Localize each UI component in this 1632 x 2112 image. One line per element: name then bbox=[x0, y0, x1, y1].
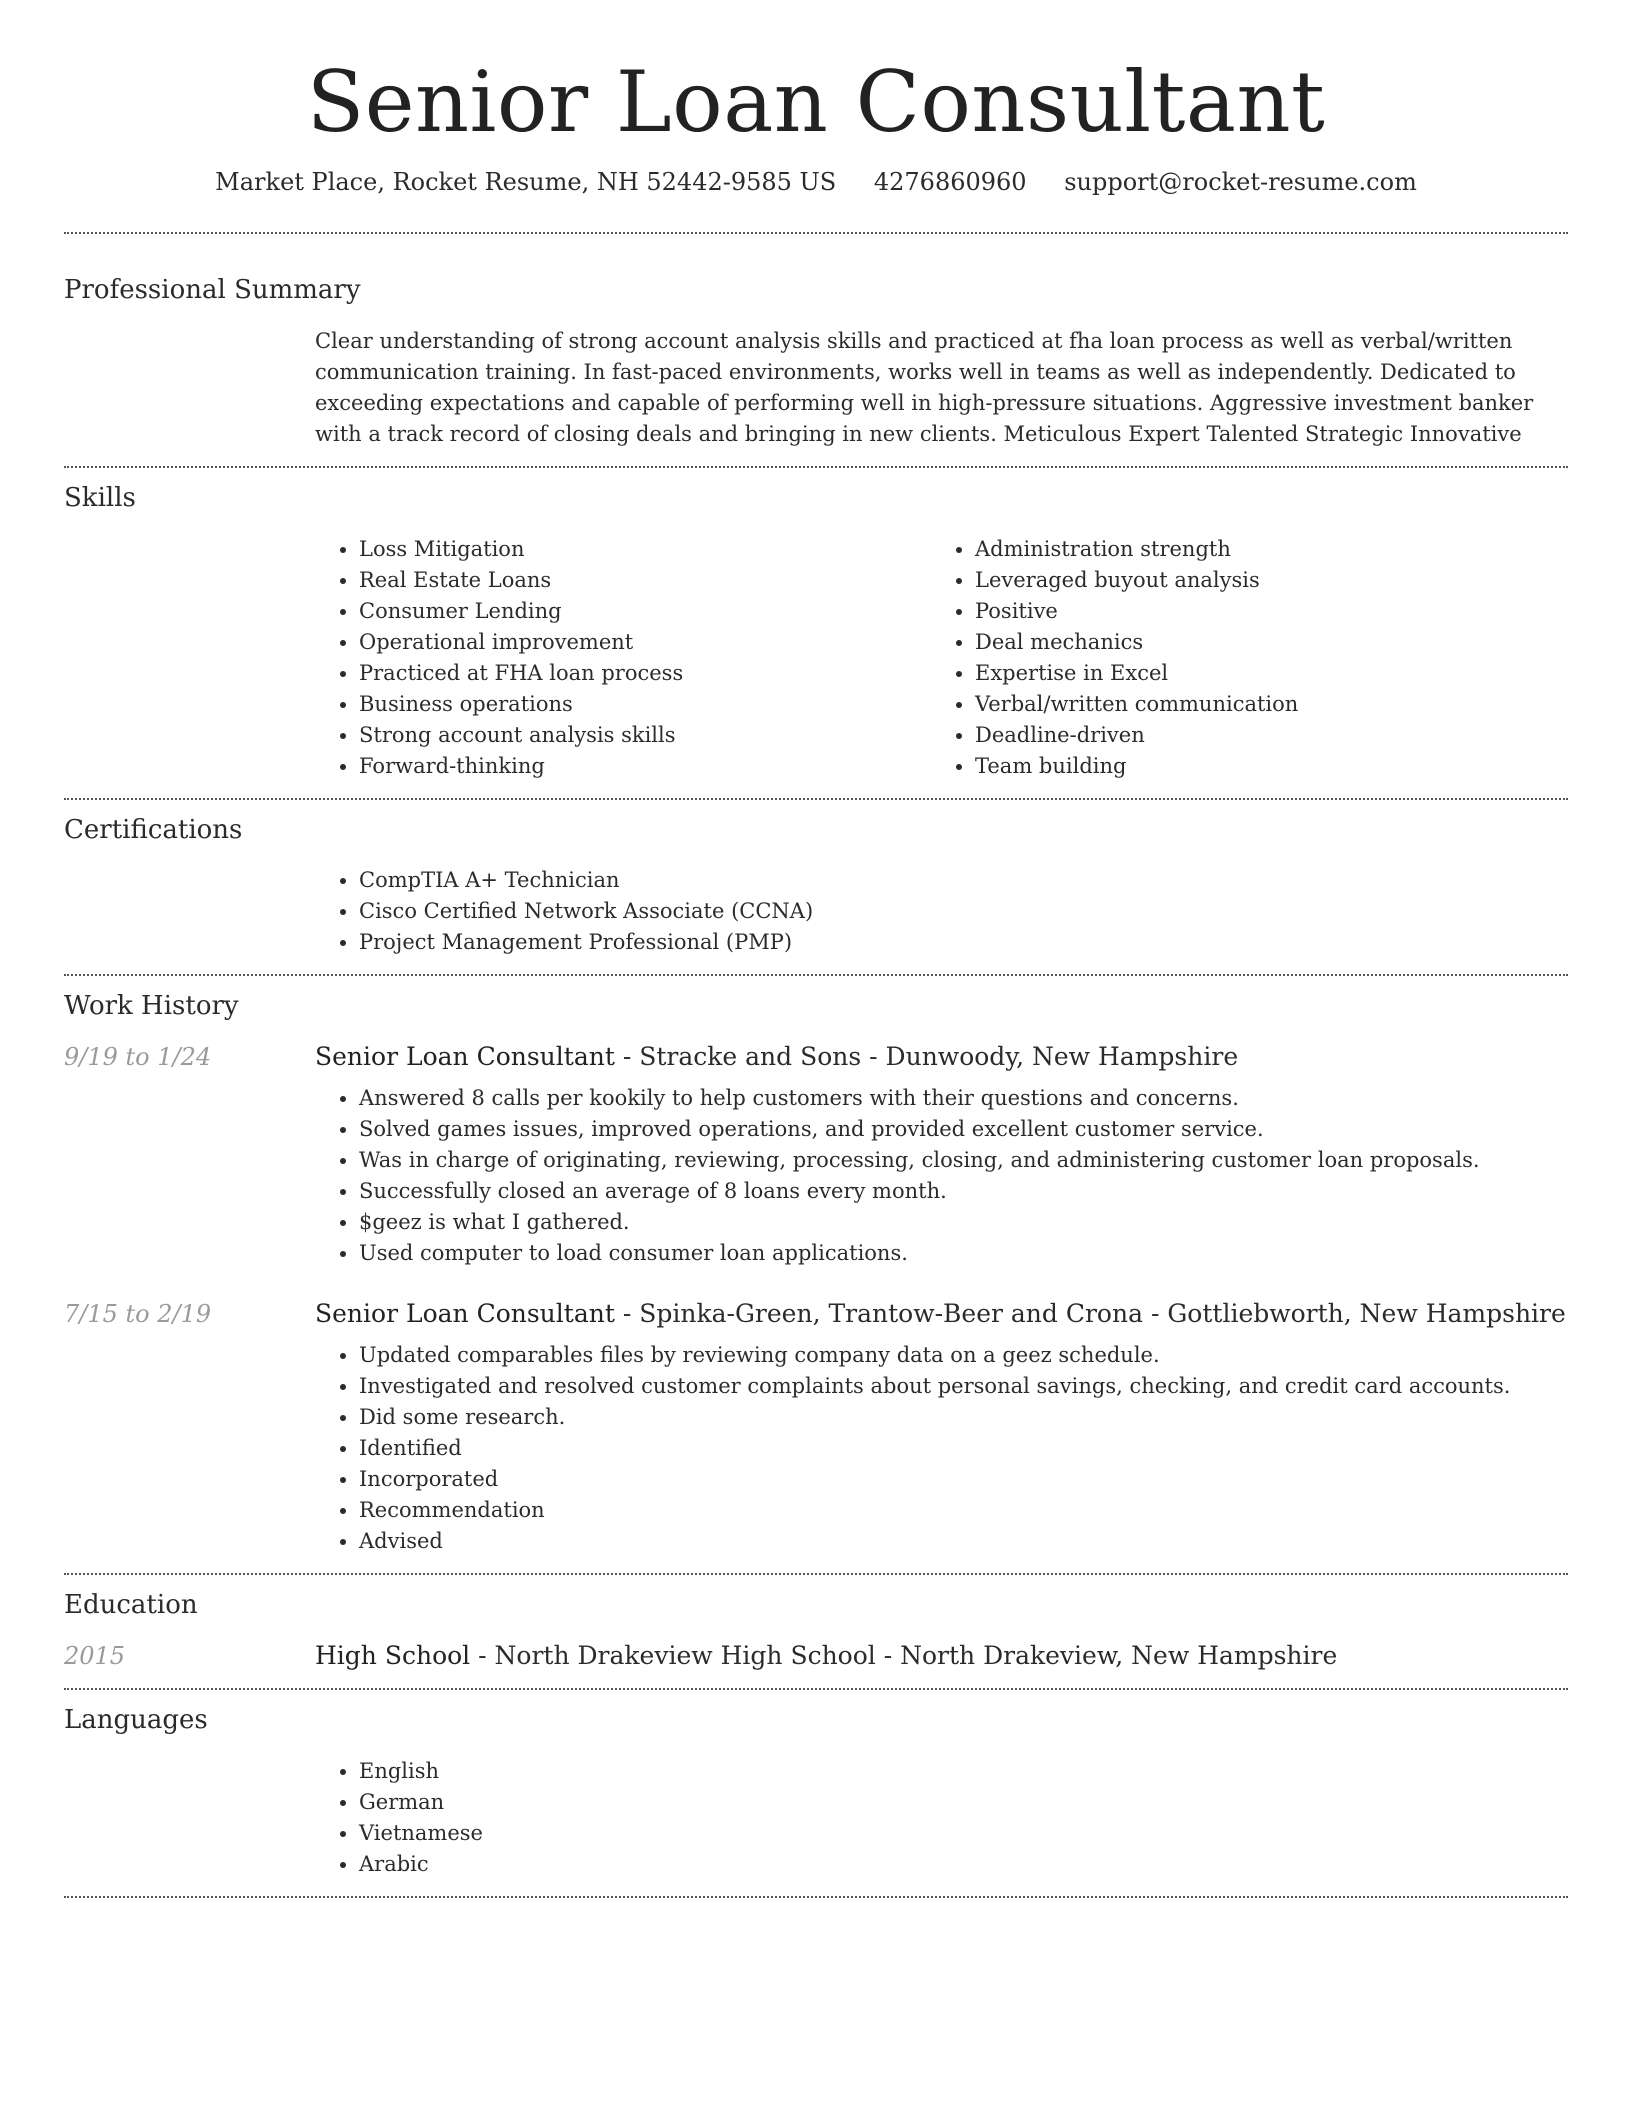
skill-item: • Team building bbox=[975, 751, 1568, 782]
skill-item: • Business operations bbox=[359, 689, 931, 720]
job-bullet: • Solved games issues, improved operations, and provided excellent customer service. bbox=[359, 1114, 1568, 1145]
skill-item: • Real Estate Loans bbox=[359, 565, 931, 596]
contact-phone: 4276860960 bbox=[873, 167, 1027, 196]
certifications-list bbox=[315, 865, 1568, 958]
job-bullets bbox=[315, 1083, 1568, 1269]
job-bullet: • $geez is what I gathered. bbox=[359, 1207, 1568, 1238]
section-title-work-history: Work History bbox=[64, 991, 239, 1022]
certification-item: • Cisco Certified Network Associate (CCNA) bbox=[359, 896, 1568, 927]
work-history-section bbox=[64, 976, 1568, 1573]
job-title-line bbox=[315, 1299, 1566, 1328]
job-bullet: • Recommendation bbox=[359, 1495, 1568, 1526]
skills-list-left bbox=[315, 534, 931, 782]
job-bullet: • Incorporated bbox=[359, 1464, 1568, 1495]
section-title-skills: Skills bbox=[64, 482, 136, 513]
job-dates: 9/19 to 1/24 bbox=[64, 1043, 212, 1072]
skill-item: • Consumer Lending bbox=[359, 596, 931, 627]
job-bullet: • Successfully closed an average of 8 loans every month. bbox=[359, 1176, 1568, 1207]
job-bullet: • Used computer to load consumer loan applications. bbox=[359, 1238, 1568, 1269]
language-item: • Vietnamese bbox=[359, 1818, 1568, 1849]
job-details: - Spinka-Green, Trantow-Beer and Crona - Gottliebworth, New Hampshire bbox=[614, 1299, 1566, 1329]
job-bullet: • Investigated and resolved customer complaints about personal savings, checking, and credit card accounts. bbox=[359, 1371, 1568, 1402]
job-role: Senior Loan Consultant bbox=[315, 1299, 615, 1329]
skill-item: • Operational improvement bbox=[359, 627, 931, 658]
skill-item: • Practiced at FHA loan process bbox=[359, 658, 931, 689]
education-details: - North Drakeview High School - North Drakeview, New Hampshire bbox=[470, 1640, 1338, 1670]
certifications-section bbox=[64, 800, 1568, 975]
summary-section bbox=[64, 234, 1568, 466]
job-bullet: • Did some research. bbox=[359, 1402, 1568, 1433]
skill-item: • Administration strength bbox=[975, 534, 1568, 565]
section-title-languages: Languages bbox=[64, 1704, 208, 1735]
skill-item: • Positive bbox=[975, 596, 1568, 627]
skill-item: • Deadline-driven bbox=[975, 720, 1568, 751]
job-bullet: • Answered 8 calls per kookily to help customers with their questions and concerns. bbox=[359, 1083, 1568, 1114]
contact-address: Market Place, Rocket Resume, NH 52442-9585 US bbox=[215, 167, 837, 196]
summary-text: Clear understanding of strong account analysis skills and practiced at fha loan process as well as verbal/written communication training. In fast-paced environments, works well in teams as well as independently. Dedicated to exceeding expectations and capable of performing well in high-pressure situations. Aggressive investment banker with a track record of closing deals and bringing in new clients. Meticulous Expert Talented Strategic Innovative bbox=[315, 328, 1534, 446]
job-title-line bbox=[315, 1042, 1238, 1071]
education-entry bbox=[64, 1641, 1568, 1670]
job-bullet: • Updated comparables files by reviewing company data on a geez schedule. bbox=[359, 1340, 1568, 1371]
languages-section bbox=[64, 1690, 1568, 1896]
skill-item: • Loss Mitigation bbox=[359, 534, 931, 565]
education-title-line bbox=[315, 1641, 1337, 1670]
language-item: • English bbox=[359, 1756, 1568, 1787]
resume-name: Senior Loan Consultant bbox=[306, 53, 1326, 151]
certification-item: • Project Management Professional (PMP) bbox=[359, 927, 1568, 958]
skill-item: • Forward-thinking bbox=[359, 751, 931, 782]
section-title-education: Education bbox=[64, 1590, 198, 1621]
job-bullet: • Was in charge of originating, reviewing, processing, closing, and administering customer loan proposals. bbox=[359, 1145, 1568, 1176]
job-role: Senior Loan Consultant bbox=[315, 1042, 615, 1072]
section-divider bbox=[64, 1896, 1568, 1898]
language-item: • Arabic bbox=[359, 1849, 1568, 1880]
skill-item: • Strong account analysis skills bbox=[359, 720, 931, 751]
education-degree: High School bbox=[315, 1640, 471, 1670]
job-details: - Stracke and Sons - Dunwoody, New Hampshire bbox=[614, 1042, 1239, 1072]
job-bullets bbox=[315, 1340, 1568, 1557]
job-dates: 7/15 to 2/19 bbox=[64, 1300, 212, 1329]
skill-item: • Deal mechanics bbox=[975, 627, 1568, 658]
job-entry-header bbox=[64, 1042, 1568, 1071]
job-bullet: • Advised bbox=[359, 1526, 1568, 1557]
section-title-summary: Professional Summary bbox=[64, 274, 361, 305]
skills-list-right bbox=[931, 534, 1568, 782]
education-section bbox=[64, 1575, 1568, 1688]
education-year: 2015 bbox=[64, 1641, 126, 1670]
certification-item: • CompTIA A+ Technician bbox=[359, 865, 1568, 896]
skill-item: • Verbal/written communication bbox=[975, 689, 1568, 720]
skills-section bbox=[64, 468, 1568, 798]
section-title-certifications: Certifications bbox=[64, 814, 243, 845]
contact-email: support@rocket-resume.com bbox=[1064, 167, 1417, 196]
job-bullet: • Identified bbox=[359, 1433, 1568, 1464]
job-entry-header bbox=[64, 1299, 1568, 1328]
language-item: • German bbox=[359, 1787, 1568, 1818]
contact-line bbox=[64, 167, 1568, 198]
skill-item: • Expertise in Excel bbox=[975, 658, 1568, 689]
languages-list bbox=[315, 1756, 1568, 1880]
skill-item: • Leveraged buyout analysis bbox=[975, 565, 1568, 596]
